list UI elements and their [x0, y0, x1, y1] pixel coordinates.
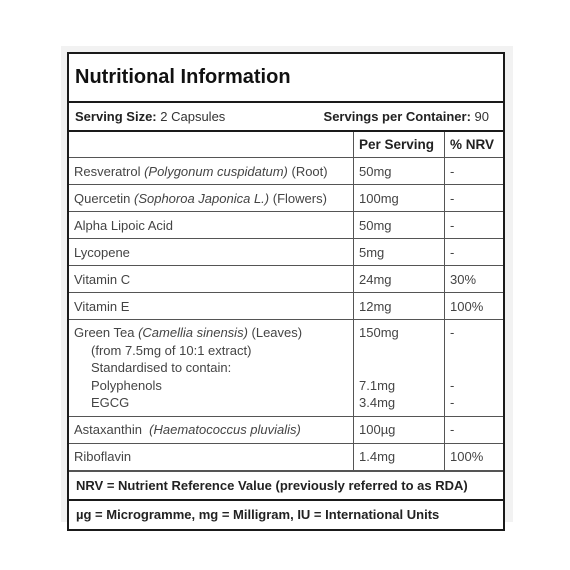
- ingredient-cell: Lycopene: [69, 239, 354, 266]
- table-row: [69, 416, 503, 443]
- ingredient-cell: Green Tea (Camellia sinensis) (Leaves) (from 7.5mg of 10:1 extract) Standardised to contain: Polyphenols EGCG: [69, 320, 354, 417]
- serving-size-label: Serving Size:: [75, 109, 157, 124]
- table-row: [69, 266, 503, 293]
- serving-size: [75, 109, 225, 124]
- egcg-label: EGCG: [91, 395, 130, 411]
- amount-cell: 1.4mg: [354, 443, 445, 470]
- servings-per-container: [324, 109, 489, 124]
- nrv-cell: 100%: [445, 293, 504, 320]
- nrv-cell: -: [445, 416, 504, 443]
- ingredient-cell: Quercetin (Sophoroa Japonica L.) (Flowers): [69, 185, 354, 212]
- nutrition-panel: [67, 52, 505, 531]
- nrv-cell: -: [445, 158, 504, 185]
- amount-cell: 5mg: [354, 239, 445, 266]
- table-row: [69, 212, 503, 239]
- nrv-cell: - - -: [445, 320, 504, 417]
- amount-cell: 100mg: [354, 185, 445, 212]
- table-row: [69, 239, 503, 266]
- extract-note: (from 7.5mg of 10:1 extract): [91, 342, 252, 358]
- ingredient-cell: Vitamin C: [69, 266, 354, 293]
- table-row: [69, 443, 503, 470]
- nutrition-table: [69, 132, 503, 471]
- table-header-row: [69, 132, 503, 158]
- ingredient-cell: Astaxanthin (Haematococcus pluvialis): [69, 416, 354, 443]
- ingredient-cell: Riboflavin: [69, 443, 354, 470]
- amount-cell: 24mg: [354, 266, 445, 293]
- amount-cell: 100µg: [354, 416, 445, 443]
- panel-title: Nutritional Information: [69, 54, 503, 103]
- nrv-cell: 30%: [445, 266, 504, 293]
- amount-cell: 12mg: [354, 293, 445, 320]
- ingredient-cell: Resveratrol (Polygonum cuspidatum) (Root): [69, 158, 354, 185]
- table-row-green-tea: [69, 320, 503, 417]
- nrv-cell: 100%: [445, 443, 504, 470]
- table-row: [69, 158, 503, 185]
- nrv-cell: -: [445, 239, 504, 266]
- header-per-serving: Per Serving: [354, 132, 445, 158]
- amount-cell: 50mg: [354, 158, 445, 185]
- units-footnote: µg = Microgramme, mg = Milligram, IU = International Units: [69, 499, 503, 529]
- nrv-cell: -: [445, 185, 504, 212]
- nrv-footnote: NRV = Nutrient Reference Value (previously referred to as RDA): [69, 471, 503, 499]
- servings-per-container-label: Servings per Container:: [323, 109, 471, 124]
- servings-per-container-value: 90: [474, 109, 489, 124]
- serving-info-row: [69, 103, 503, 132]
- ingredient-cell: Alpha Lipoic Acid: [69, 212, 354, 239]
- standardised-note: Standardised to contain:: [91, 360, 232, 376]
- nrv-cell: -: [445, 212, 504, 239]
- table-row: [69, 293, 503, 320]
- amount-cell: 50mg: [354, 212, 445, 239]
- ingredient-cell: Vitamin E: [69, 293, 354, 320]
- header-ingredient: [69, 132, 354, 158]
- polyphenols-label: Polyphenols: [91, 377, 162, 393]
- header-nrv: % NRV: [445, 132, 504, 158]
- serving-size-value: 2 Capsules: [160, 109, 226, 124]
- amount-cell: 150mg 7.1mg 3.4mg: [354, 320, 445, 417]
- table-row: [69, 185, 503, 212]
